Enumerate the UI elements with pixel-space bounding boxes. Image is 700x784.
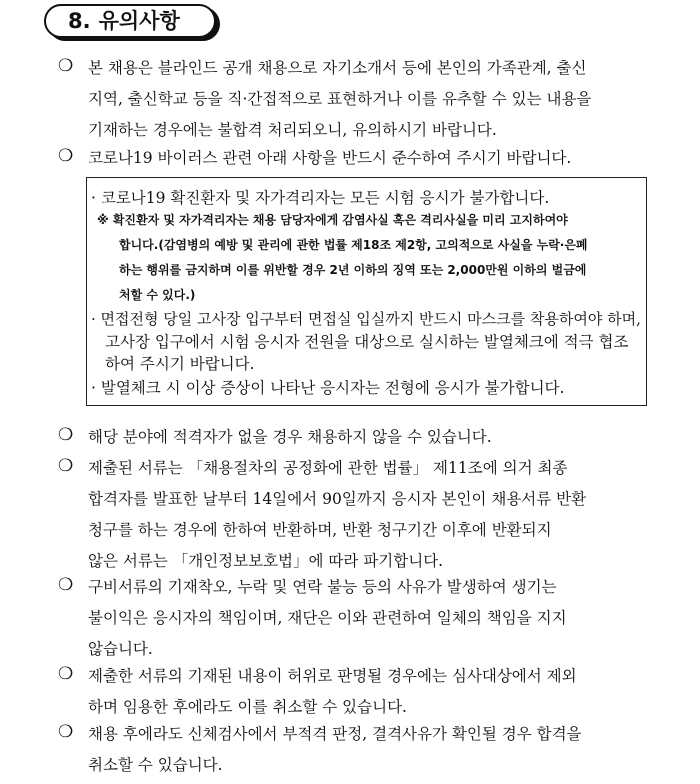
circle-bullet-icon: ❍: [58, 575, 74, 595]
section-title-text: 유의사항: [98, 9, 180, 33]
circle-bullet-icon: ❍: [58, 146, 74, 166]
item-line: 구비서류의 기재착오, 누락 및 연락 불능 등의 사유가 발생하여 생기는: [88, 578, 557, 596]
box-note-line: 하는 행위를 금지하며 이를 위반할 경우 2년 이하의 징역 또는 2,000만원 이하의 벌금에: [119, 263, 587, 277]
item-line: 취소할 수 있습니다.: [88, 756, 223, 774]
circle-bullet-icon: ❍: [58, 664, 74, 684]
circle-bullet-icon: ❍: [58, 425, 74, 445]
section-title: [44, 4, 216, 38]
circle-bullet-icon: ❍: [58, 722, 74, 742]
box-line-mask: 고사장 입구에서 시험 응시자 전원을 대상으로 실시하는 발열체크에 적극 협조: [105, 333, 629, 351]
circle-bullet-icon: ❍: [58, 56, 74, 76]
box-line-fever: · 발열체크 시 이상 증상이 나타난 응시자는 전형에 응시가 불가합니다.: [91, 379, 565, 397]
item-line: 본 채용은 블라인드 공개 채용으로 자기소개서 등에 본인의 가족관계, 출신: [88, 59, 587, 77]
item-line: 하며 임용한 후에라도 이를 취소할 수 있습니다.: [88, 698, 407, 716]
item-line: 않습니다.: [88, 640, 153, 658]
item-line: 불이익은 응시자의 책임이며, 재단은 이와 관련하여 일체의 책임을 지지: [88, 609, 567, 627]
covid-guideline-box: [86, 177, 647, 406]
box-note-line: ※ 확진환자 및 자가격리자는 채용 담당자에게 감염사실 혹은 격리사실을 미리 고지하여야: [97, 213, 568, 227]
item-line: 않은 서류는 「개인정보보호법」에 따라 파기합니다.: [88, 552, 444, 570]
item-line: 기재하는 경우에는 불합격 처리되오니, 유의하시기 바랍니다.: [88, 121, 497, 139]
box-line-mask: · 면접전형 당일 고사장 입구부터 면접실 입실까지 반드시 마스크를 착용하여야 하며,: [91, 310, 641, 328]
item-line: 합격자를 발표한 날부터 14일에서 90일까지 응시자 본인이 채용서류 반환: [88, 490, 587, 508]
item-line: 제출한 서류의 기재된 내용이 허위로 판명될 경우에는 심사대상에서 제외: [88, 667, 577, 685]
item-line: 청구를 하는 경우에 한하여 반환하며, 반환 청구기간 이후에 반환되지: [88, 521, 552, 539]
item-line: 코로나19 바이러스 관련 아래 사항을 반드시 준수하여 주시기 바랍니다.: [88, 149, 572, 167]
item-line: 지역, 출신학교 등을 직·간접적으로 표현하거나 이를 유추할 수 있는 내용을: [88, 90, 592, 108]
box-line-mask: 하여 주시기 바랍니다.: [105, 355, 255, 373]
box-line-confirmed: · 코로나19 확진환자 및 자가격리자는 모든 시험 응시가 불가합니다.: [91, 189, 550, 207]
item-line: 해당 분야에 적격자가 없을 경우 채용하지 않을 수 있습니다.: [88, 428, 492, 446]
item-line: 채용 후에라도 신체검사에서 부적격 판정, 결격사유가 확인될 경우 합격을: [88, 725, 582, 743]
box-note-line: 합니다.(감염병의 예방 및 관리에 관한 법률 제18조 제2항, 고의적으로 사실을 누락·은폐: [119, 238, 588, 252]
item-line: 제출된 서류는 「채용절차의 공정화에 관한 법률」 제11조에 의거 최종: [88, 459, 568, 477]
section-number: 8.: [68, 9, 91, 33]
circle-bullet-icon: ❍: [58, 456, 74, 476]
box-note-line: 처할 수 있다.): [119, 288, 196, 302]
